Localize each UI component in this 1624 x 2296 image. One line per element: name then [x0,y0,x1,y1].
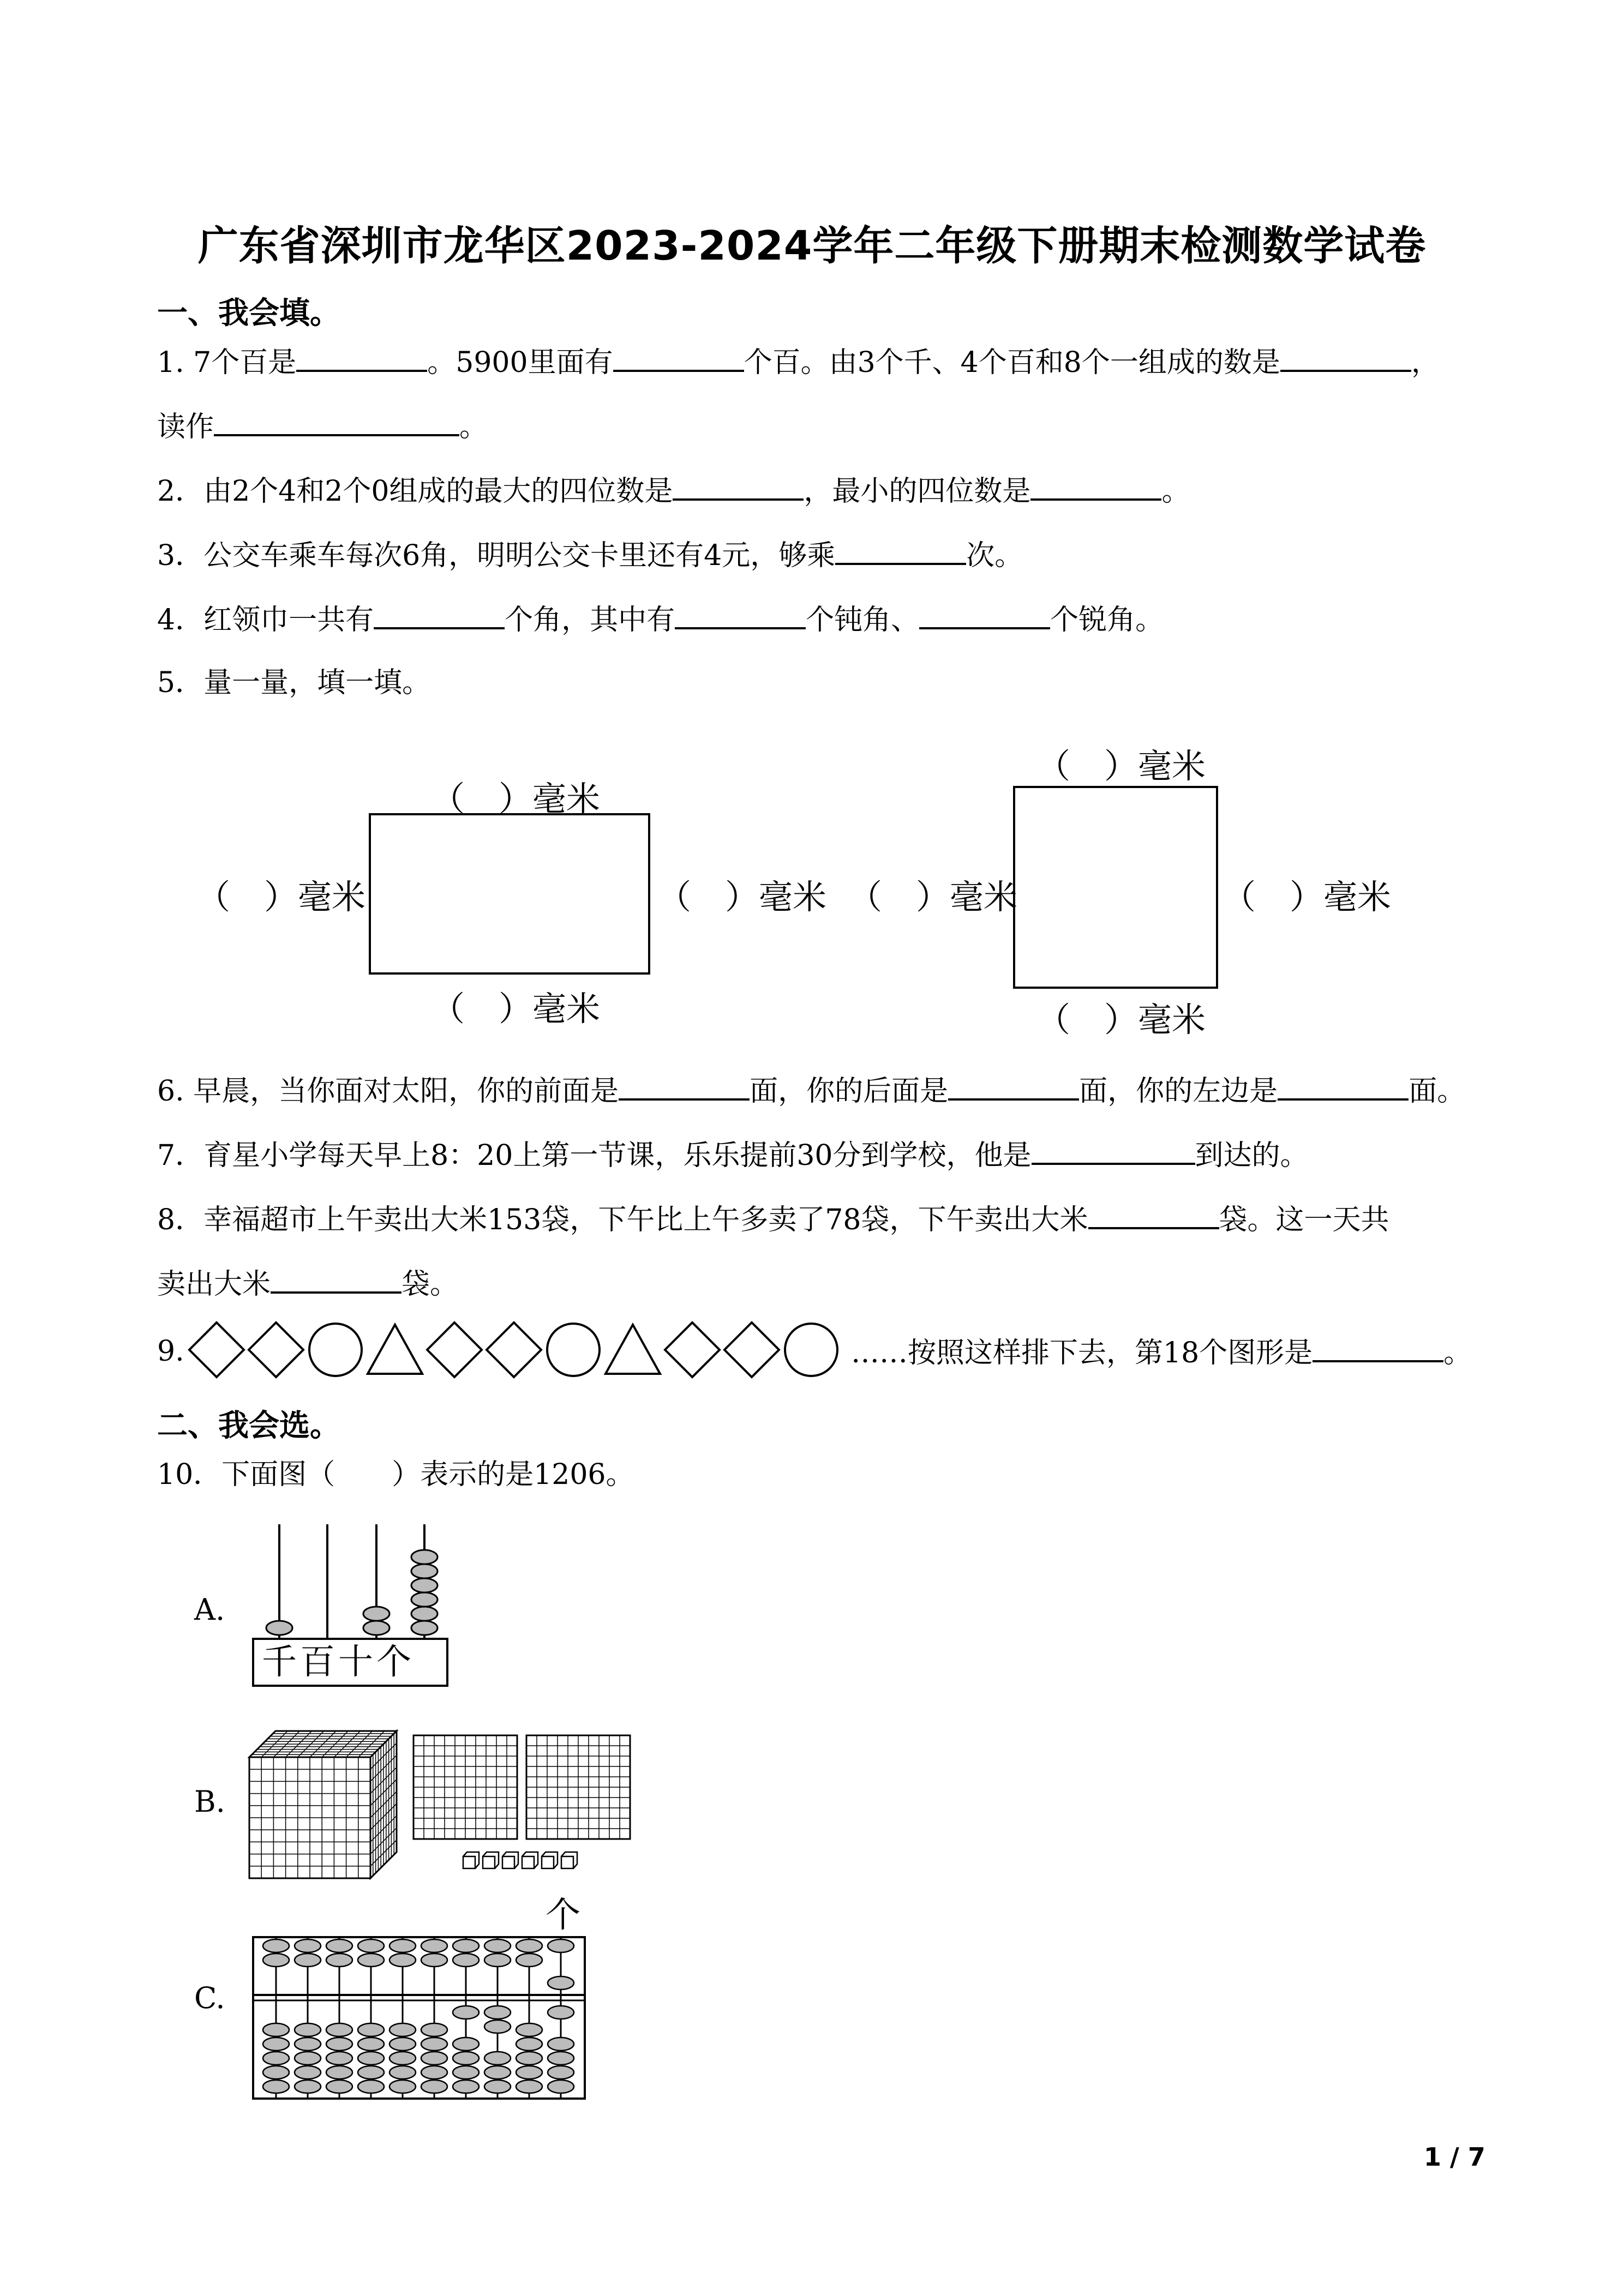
answer-blank[interactable] [1030,472,1161,501]
measure-label-rect-top: （ ）毫米 [431,779,601,819]
answer-blank[interactable] [1313,1334,1443,1362]
q9-text-c: 。 [1443,1337,1472,1369]
suanpan-bead [453,2006,479,2019]
answer-blank[interactable] [1278,1072,1409,1101]
suanpan-bead [358,1939,384,1952]
suanpan-bead [263,2066,289,2079]
question-4 [157,601,1164,638]
measure-label-rect-left: （ ）毫米 [196,877,366,917]
diamond-shape [665,1323,720,1377]
square-figure [1013,786,1218,989]
hundred-flat [414,1735,517,1839]
label-hundreds: 百 [300,1642,338,1682]
suanpan-bead [263,1954,289,1967]
answer-blank[interactable] [613,344,744,372]
thousand-cube-front [249,1757,370,1878]
measure-label-square-top: （ ）毫米 [1036,746,1206,786]
q2-text-c: 。 [1161,475,1190,508]
unit-cube [463,1852,479,1868]
suanpan-bead [389,2066,416,2079]
answer-blank[interactable] [675,601,806,629]
suanpan-figure-c [252,1936,590,2105]
suanpan-bead [295,2080,321,2093]
measure-label-rect-bottom: （ ）毫米 [431,989,601,1029]
q7-text-b: 到达的。 [1195,1139,1309,1172]
suanpan-bead [516,2066,542,2079]
unit-cube [542,1852,558,1868]
question-5: 5．量一量，填一填。 [157,666,431,699]
q3-text-a: 3．公交车乘车每次6角，明明公交卡里还有4元，够乘 [157,539,836,572]
suanpan-bead [453,2066,479,2079]
suanpan-bead [516,2037,542,2051]
suanpan-bead [453,1954,479,1967]
suanpan-bead [484,2066,511,2079]
suanpan-bead [548,2006,574,2019]
suanpan-bead [516,2052,542,2065]
answer-blank[interactable] [835,537,966,565]
suanpan-bead [421,1939,447,1952]
suanpan-bead [453,2052,479,2065]
suanpan-bead [516,2023,542,2036]
q1-text-c: 个百。由3个千、4个百和8个一组成的数是 [744,346,1280,379]
answer-blank[interactable] [374,601,505,629]
answer-blank[interactable] [619,1072,750,1101]
question-2 [157,472,1190,509]
abacus-bead [411,1578,438,1592]
abacus-bead [363,1621,389,1635]
question-6 [157,1072,1465,1109]
q8-text-a: 8．幸福超市上午卖出大米153袋，下午比上午多卖了78袋，下午卖出大米 [157,1204,1088,1236]
suanpan-bead [326,2023,352,2036]
suanpan-bead [516,1954,542,1967]
triangle-shape [606,1325,660,1374]
suanpan-bead [484,2006,511,2019]
suanpan-bead [484,1954,511,1967]
q1-text-d: ， [1411,346,1440,379]
suanpan-bead [548,2037,574,2051]
page-title: 广东省深圳市龙华区2023-2024学年二年级下册期末检测数学试卷 [197,223,1427,269]
q8-text-d: 袋。 [401,1268,459,1301]
suanpan-bead [263,2080,289,2093]
q1-text-a: 1. 7个百是 [157,346,297,379]
suanpan-bead [389,2023,416,2036]
shape-sequence [188,1320,854,1380]
suanpan-bead [421,2037,447,2051]
q6-text-a: 6. 早晨，当你面对太阳，你的前面是 [157,1075,619,1108]
q6-text-b: 面，你的后面是 [750,1075,949,1108]
suanpan-bead [358,2052,384,2065]
answer-blank[interactable] [1280,344,1411,372]
suanpan-bead [326,2066,352,2079]
section-heading-1: 一、我会填。 [157,296,340,331]
diamond-shape [189,1323,244,1377]
suanpan-bead [453,2037,479,2051]
suanpan-bead [358,2037,384,2051]
suanpan-bead [484,1939,511,1952]
measure-label-rect-right: （ ）毫米 [657,877,827,917]
option-c-label[interactable]: C. [194,1981,225,2015]
suanpan-bead [358,2080,384,2093]
measure-label-square-bottom: （ ）毫米 [1036,1000,1206,1039]
unit-cube [522,1852,538,1868]
hundred-flat [526,1735,630,1839]
suanpan-bead [421,2080,447,2093]
suanpan-bead [484,2020,511,2033]
q4-text-a: 4．红领巾一共有 [157,604,374,636]
q8-text-b: 袋。这一天共 [1219,1204,1389,1236]
suanpan-bead [326,2052,352,2065]
suanpan-bead [548,1976,574,1990]
q1-text-f: 。 [459,411,488,443]
abacus-bead [411,1621,438,1635]
suanpan-bead [548,2066,574,2079]
option-b-label[interactable]: B. [194,1784,225,1819]
suanpan-bead [484,2052,511,2065]
question-9-number: 9. [157,1335,184,1368]
suanpan-bead [484,2080,511,2093]
question-3 [157,537,1023,573]
q4-text-c: 个钝角、 [806,604,920,636]
q7-text-a: 7．育星小学每天早上8：20上第一节课，乐乐提前30分到学校，他是 [157,1139,1032,1172]
suanpan-bead [421,1954,447,1967]
suanpan-bead [295,1939,321,1952]
suanpan-bead [421,2023,447,2036]
suanpan-bead [295,2023,321,2036]
unit-cube [483,1852,499,1868]
rectangle-figure [369,813,650,975]
option-a-label[interactable]: A. [194,1592,225,1627]
answer-blank[interactable] [271,1265,401,1294]
section-heading-2: 二、我会选。 [157,1408,340,1444]
answer-blank[interactable] [1088,1201,1219,1229]
circle-shape [785,1324,837,1376]
suanpan-bead [295,1954,321,1967]
question-9-text [851,1334,1472,1371]
answer-blank[interactable] [296,344,427,372]
diamond-shape [249,1323,303,1377]
diamond-shape [724,1323,779,1377]
abacus-bead [363,1607,389,1621]
suanpan-bead [453,1939,479,1952]
suanpan-bead [263,2052,289,2065]
suanpan-ones-label: 个 [546,1895,580,1936]
diamond-shape [427,1323,482,1377]
suanpan-bead [295,2052,321,2065]
suanpan-bead [326,1939,352,1952]
suanpan-bead [453,2080,479,2093]
q3-text-b: 次。 [966,539,1023,572]
abacus-place-labels [252,1638,448,1687]
answer-blank[interactable] [214,408,459,436]
suanpan-bead [548,2052,574,2065]
base-ten-blocks-figure-b [248,1729,663,1882]
answer-blank[interactable] [673,472,804,501]
q2-text-b: ，最小的四位数是 [804,475,1031,508]
suanpan-bead [389,1954,416,1967]
question-1-line-1 [157,344,1440,380]
suanpan-bead [295,2037,321,2051]
suanpan-bead [389,1939,416,1952]
triangle-shape [368,1325,422,1374]
measure-label-square-right: （ ）毫米 [1222,877,1392,917]
suanpan-bead [389,2052,416,2065]
suanpan-bead [358,1954,384,1967]
abacus-bead [411,1550,438,1564]
suanpan-bead [548,2080,574,2093]
question-10: 10．下面图（ ）表示的是1206。 [157,1458,634,1491]
q4-text-d: 个锐角。 [1050,604,1164,636]
q6-text-d: 面。 [1409,1075,1466,1108]
circle-shape [547,1324,600,1376]
suanpan-bead [389,2080,416,2093]
answer-blank[interactable] [919,601,1050,629]
suanpan-bead [548,1939,574,1952]
diamond-shape [487,1323,541,1377]
suanpan-bead [326,1954,352,1967]
q2-text-a: 2．由2个4和2个0组成的最大的四位数是 [157,475,673,508]
suanpan-bead [421,2052,447,2065]
q6-text-c: 面，你的左边是 [1079,1075,1278,1108]
suanpan-bead [326,2080,352,2093]
q1-text-b: 。5900里面有 [427,346,613,379]
suanpan-bead [516,1939,542,1952]
measure-label-square-left: （ ）毫米 [848,877,1018,917]
answer-blank[interactable] [1032,1137,1195,1165]
page-number: 1 / 7 [1424,2142,1485,2172]
question-7 [157,1137,1309,1173]
suanpan-bead [263,2037,289,2051]
suanpan-bead [358,2023,384,2036]
label-ones: 个 [376,1642,415,1682]
suanpan-bead [421,2066,447,2079]
answer-blank[interactable] [948,1072,1079,1101]
suanpan-bead [516,2080,542,2093]
suanpan-bead [263,1939,289,1952]
suanpan-bead [389,2037,416,2051]
abacus-bead [411,1607,438,1621]
suanpan-bead [326,2037,352,2051]
suanpan-bead [295,2066,321,2079]
q8-text-c: 卖出大米 [157,1268,271,1301]
abacus-bead [266,1621,292,1635]
question-8-line-1 [157,1201,1389,1237]
unit-cube [561,1852,577,1868]
label-thousands: 千 [262,1642,300,1682]
q4-text-b: 个角，其中有 [505,604,675,636]
suanpan-bead [358,2066,384,2079]
abacus-bead [411,1564,438,1578]
question-8-line-2 [157,1265,458,1302]
q1-text-e: 读作 [157,411,214,443]
suanpan-bead [263,2023,289,2036]
abacus-bead [411,1592,438,1607]
circle-shape [309,1324,362,1376]
unit-cube [502,1852,518,1868]
q9-text-b: ……按照这样排下去，第18个图形是 [851,1337,1313,1369]
label-tens: 十 [338,1642,376,1682]
question-1-line-2 [157,408,488,444]
